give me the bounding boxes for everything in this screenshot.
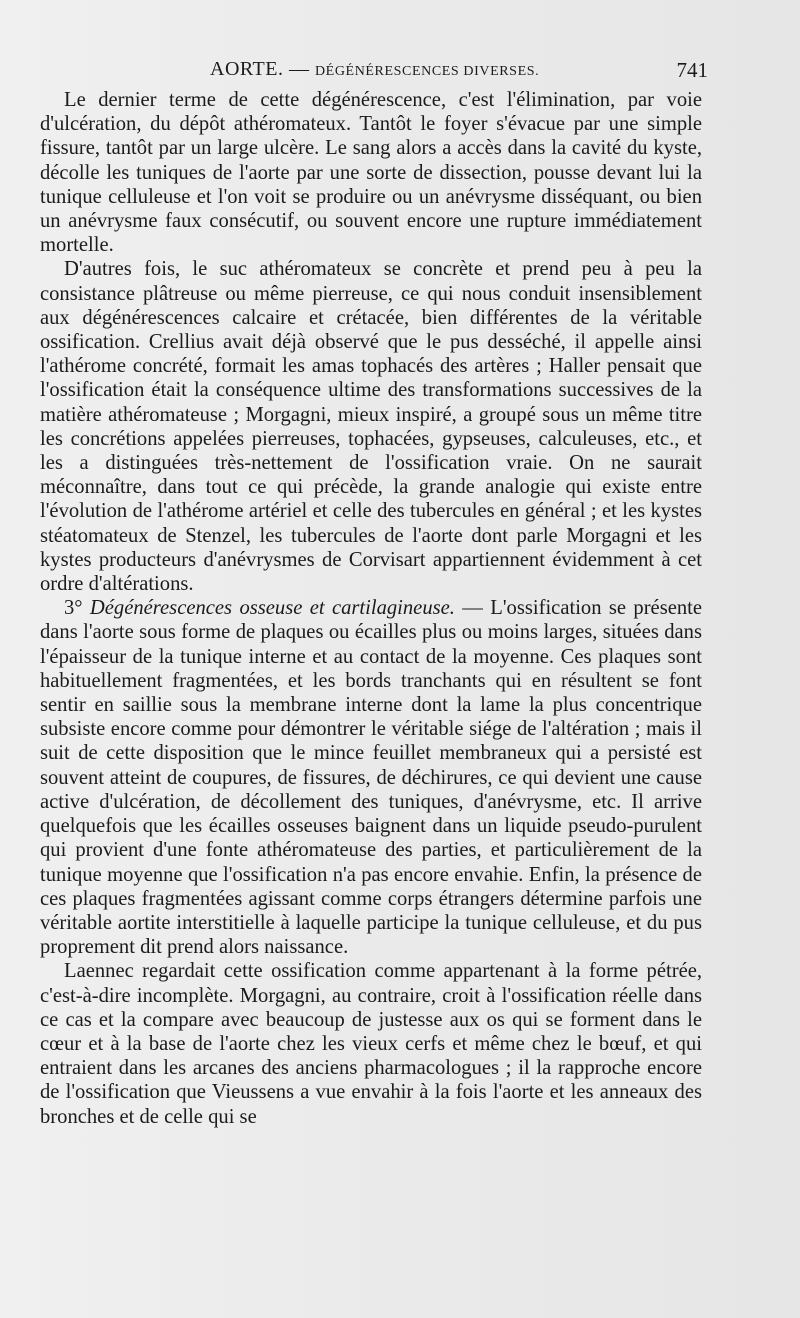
paragraph-laennec bbox=[40, 959, 702, 1128]
paragraph-text: Laennec regardait cette ossification comme appartenant à la forme pétrée, c'est-à-dire incomplète. Morgagni, au contraire, croit à l'ossification réelle dans ce cas et la compare avec beaucoup de justesse aux os qui se forment dans le cœur et à la base de l'aorte chez les vieux cerfs et même chez le bœuf, et qui entraient dans les arcanes des anciens pharmacologues ; il la rapproche encore de l'ossification que Vieussens a vue envahir à la fois l'aorte et les anneaux des bronches et de celle qui se bbox=[40, 960, 702, 1128]
section-number: 3° bbox=[64, 597, 90, 620]
paragraph-elimination bbox=[40, 88, 702, 257]
section-title: Dégénérescences osseuse et cartilagineuse. bbox=[89, 597, 455, 620]
running-head-subtitle: DÉGÉNÉRESCENCES DIVERSES. bbox=[314, 64, 540, 79]
page-number: 741 bbox=[676, 58, 708, 82]
running-head-main: AORTE. — bbox=[210, 58, 315, 80]
paragraph-ossification bbox=[40, 596, 702, 959]
paragraph-text: Le dernier terme de cette dégénérescence, c'est l'élimination, par voie d'ulcération, du dépôt athéromateux. Tantôt le foyer s'évacue par une simple fissure, tantôt par un large ulcère. Le sang alors a accès dans la cavité du kyste, décolle les tuniques de l'aorte par une sorte de dissection, pousse devant lui la tunique celluleuse et l'on voit se produire ou un anévrysme disséquant, ou bien un anévrysme faux consécutif, ou souvent encore une rupture immédiatement mortelle. bbox=[40, 89, 702, 257]
paragraph-text: D'autres fois, le suc athéromateux se concrète et prend peu à peu la consistance plâtreuse ou même pierreuse, ce qui nous conduit insensiblement aux dégénérescences calcaire et crétacée, bien différentes de la véritable ossification. Crellius avait déjà observé que le pus desséché, il appelle ainsi l'athérome concrété, formait les amas tophacés des artères ; Haller pensait que l'ossification était la conséquence ultime des transformations successives de la matière athéromateuse ; Morgagni, mieux inspiré, a groupé sous un même titre les concrétions appelées pierreuses, tophacées, gypseuses, calculeuses, etc., et les a distinguées très-nettement de l'ossification vraie. On ne saurait méconnaître, dans tout ce qui précède, la grande analogie qui existe entre l'évolution de l'athérome artériel et celle des tubercules en général ; et les kystes stéatomateux de Stenzel, les tubercules de l'aorte dont parle Morgagni et les kystes producteurs d'anévrysmes de Corvisart appartiennent évidemment à cet ordre d'altérations. bbox=[40, 258, 702, 596]
paragraph-concretion bbox=[40, 257, 702, 596]
paragraph-text: — L'ossification se présente dans l'aorte sous forme de plaques ou écailles plus ou moins larges, situées dans l'épaisseur de la tunique interne et au contact de la moyenne. Ces plaques sont habituellement fragmentées, et les bords tranchants qui en résultent se font sentir en saillie sous la membrane interne dont la lame la plus concentrique subsiste encore comme pour démontrer le véritable siége de l'altération ; mais il suit de cette disposition que le mince feuillet membraneux qui a persisté est souvent atteint de coupures, de fissures, de déchirures, ce qui devient une cause active d'ulcération, de décollement des tuniques, d'anévrysme, etc. Il arrive quelquefois que les écailles osseuses baignent dans un liquide pseudo-purulent qui provient d'une fonte athéromateuse des parties, et particulièrement de la tunique moyenne que l'ossification n'a pas encore envahie. Enfin, la présence de ces plaques fragmentées agissant comme corps étrangers détermine parfois une véritable aortite interstitielle à laquelle participe la tunique celluleuse, et du pus proprement dit prend alors naissance. bbox=[40, 597, 703, 959]
page-header bbox=[40, 58, 708, 88]
running-head bbox=[210, 58, 539, 81]
body-text bbox=[40, 88, 702, 1129]
